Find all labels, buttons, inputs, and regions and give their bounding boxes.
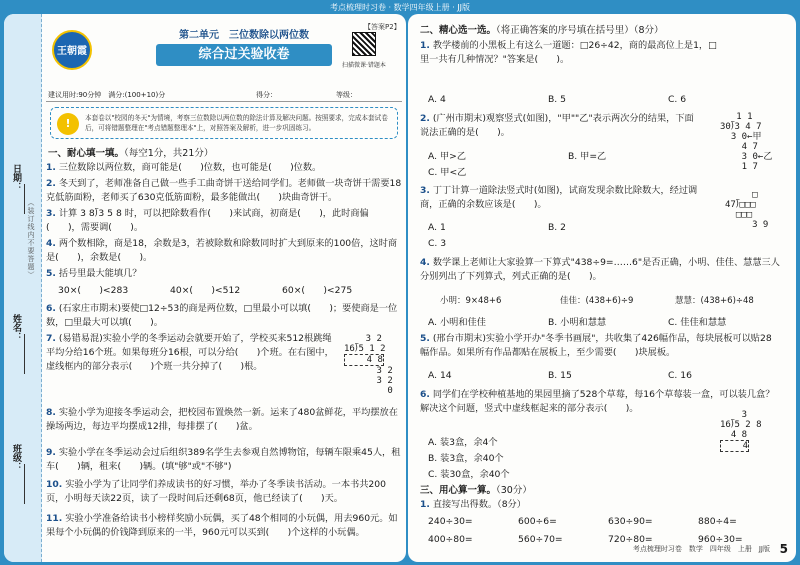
qr-code-icon[interactable] <box>352 32 376 56</box>
question-text: 两个数相除，商是18，余数是3，若被除数和除数同时扩大到原来的100倍，这时商是( )，余数是( )。 <box>46 238 398 263</box>
calc-item[interactable]: 400÷80= <box>428 534 473 545</box>
question-11 <box>46 512 402 540</box>
section-2-title <box>420 22 664 36</box>
question-8 <box>46 406 402 434</box>
calc-item[interactable]: 880÷4= <box>698 516 737 527</box>
inequality-item: 40×( )<512 <box>170 285 241 296</box>
left-page <box>4 14 406 562</box>
question-number: 7. <box>46 333 56 344</box>
section-3-heading: 三、用心算一算。 <box>420 485 497 496</box>
question-text: 数学课上老师让大家验算一下算式"438÷9=……6"是否正确，小明、佳佳、慧慧三人分别列出了下列算式，列式正确的是( )。 <box>420 257 780 282</box>
mc-options-3c <box>428 238 528 252</box>
option-a[interactable]: A. 甲>乙 <box>428 151 467 162</box>
option-b[interactable]: B. 2 <box>548 222 566 233</box>
option-a[interactable]: A. 1 <box>428 222 446 233</box>
calc-item[interactable]: 630÷90= <box>608 516 653 527</box>
formula-jiajia: 佳佳：(438+6)÷9 <box>560 296 634 306</box>
question-number: 3. <box>46 208 56 219</box>
question-number: 11. <box>46 513 63 524</box>
question-3 <box>46 207 402 235</box>
calc-item[interactable]: 240÷30= <box>428 516 473 527</box>
grade-field[interactable]: 等级： <box>336 91 357 99</box>
option-b[interactable]: B. 小明和慧慧 <box>548 317 607 328</box>
division-line: □□□ <box>725 210 753 220</box>
question-text: (石家庄市期末)要使□12÷53的商是两位数，□里最小可以填( )；要使商是一位数，□里最大可以填( )。 <box>46 303 398 328</box>
option-c[interactable]: C. 装30盒，余40个 <box>428 469 510 480</box>
division-line: 3 0←乙 <box>720 152 773 162</box>
question-number: 3. <box>420 185 430 196</box>
footer-text: 考点梳理时习卷 数学 四年级 上册 JJ版 <box>632 545 770 553</box>
mc-question-3 <box>420 184 700 212</box>
name-line <box>24 334 25 374</box>
question-5 <box>46 267 402 281</box>
exam-title: 综合过关验收卷 <box>156 44 332 66</box>
question-hint: （8分） <box>497 499 526 510</box>
exam-header <box>46 22 402 84</box>
question-number: 5. <box>46 268 56 279</box>
question-text: 实验小学准备给读书小榜样奖励小玩偶，买了48个相同的小玩偶，用去960元。如果每个小玩偶的价钱降到原来的一半，960元可以买到( )个这样的小玩偶。 <box>46 513 398 538</box>
qr-caption: 扫描微课·错题本 <box>342 62 386 69</box>
question-7 <box>46 332 336 374</box>
question-4 <box>46 237 402 265</box>
date-label: 日期： <box>11 164 21 191</box>
mc-formulas-4 <box>440 294 780 308</box>
mc-options-2a <box>428 148 708 162</box>
question-text: 计算 3 8⟌3 5 8 时，可以把除数看作( )来试商，初商是( )，此时商偏( )，需要调( )。 <box>46 208 369 233</box>
question-number: 10. <box>46 479 63 490</box>
option-c[interactable]: C. 甲<乙 <box>428 167 467 178</box>
division-line: 3 2 <box>344 366 393 376</box>
right-content <box>420 14 780 562</box>
question-10 <box>46 478 402 506</box>
division-line: 4 <box>721 441 749 451</box>
option-c[interactable]: C. 佳佳和慧慧 <box>668 317 727 328</box>
mc-options-6 <box>428 434 628 484</box>
section-3-hint: （30分） <box>496 485 532 496</box>
mc-options-5 <box>428 370 778 384</box>
calc-item[interactable]: 560÷70= <box>518 534 563 545</box>
question-number: 6. <box>420 389 430 400</box>
notice-box <box>50 107 398 139</box>
mc-options-2b <box>428 164 628 178</box>
question-text: 括号里最大能填几？ <box>58 268 142 279</box>
section-1-hint: （每空1分，共21分） <box>124 148 214 159</box>
section-3-title <box>420 482 532 496</box>
long-division-47 <box>725 190 768 230</box>
division-line: 16⟌5 1 2 <box>344 344 386 354</box>
division-line: 3 2 <box>344 376 393 386</box>
question-text: 实验小学为迎接冬季运动会，把校园布置焕然一新。运来了480盆鲜花，平均摆放在操场两边，每边平均摆成12排，每排摆了( )盆。 <box>46 407 398 432</box>
question-number: 4. <box>46 238 56 249</box>
calc-row-1 <box>428 516 778 530</box>
name-label: 姓名： <box>11 314 21 341</box>
inequality-item: 30×( )<283 <box>58 285 129 296</box>
question-text: 教学楼前的小黑板上有这么一道题：□26÷42，商的最高位上是1，□里一共有几种情况？"答案是( )。 <box>420 40 717 65</box>
long-division-512 <box>344 334 393 396</box>
question-text: 实验小学在冬季运动会过后组织389名学生去参观自然博物馆，每辆车限乘45人，租车( )辆，租来( )辆。(填"够"或"不够") <box>46 447 401 472</box>
division-line: 3 9 <box>725 220 769 230</box>
inequality-item: 60×( )<275 <box>282 285 353 296</box>
question-number: 6. <box>46 303 56 314</box>
date-line <box>24 184 25 214</box>
option-a[interactable]: A. 14 <box>428 370 452 381</box>
brand-logo: 王朝霞 <box>52 30 92 70</box>
left-content <box>46 14 402 562</box>
right-page <box>408 14 796 562</box>
question-text: (邢台市期末)实验小学开办"冬季书画展"，共收集了426幅作品，每块展板可以贴28幅作品。如果所有作品都贴在展板上，至少需要( )块展板。 <box>420 333 772 358</box>
score-field[interactable]: 得分： <box>256 91 277 99</box>
section-1-title <box>48 145 213 159</box>
question-text: (广州市期末)观察竖式(如图)，"甲""乙"表示两次分的结果，下面说法正确的是( )。 <box>420 113 694 138</box>
question-text: 丁丁计算一道除法竖式时(如图)，试商发现余数比除数大，经过调商，正确的余数应该是( )。 <box>420 185 698 210</box>
class-line <box>24 464 25 504</box>
question-6 <box>46 302 402 330</box>
notice-text: 本套卷以"校园的冬天"为情境，考察三位数除以两位数的除法计算及解决问题。按照要求，完成本套试卷后，可将错题整理在"考点错题整理本"上，对照答案及解析，进一步巩固练习。 <box>85 114 388 132</box>
question-number: 2. <box>420 113 430 124</box>
division-line: □ <box>725 190 758 200</box>
section-2-hint: （将正确答案的序号填在括号里）（8分） <box>496 25 664 36</box>
question-number: 9. <box>46 447 56 458</box>
question-text: 冬天到了，老师准备自己做一些手工曲奇饼干送给同学们。老师做一块奇饼干需要18克低筋面粉，老师买了630克低筋面粉，最多能做出( )块曲奇饼干。 <box>46 178 402 203</box>
section-1-heading: 一、耐心填一填。 <box>48 148 125 159</box>
section-2-heading: 二、精心选一选。 <box>420 25 497 36</box>
mc-question-4 <box>420 256 780 284</box>
formula-huihui: 慧慧：(438+6)÷48 <box>675 296 754 306</box>
calc-question-1 <box>420 498 776 512</box>
calc-item[interactable]: 960÷30= <box>698 534 743 545</box>
option-c[interactable]: C. 3 <box>428 238 447 249</box>
option-a[interactable]: A. 小明和佳佳 <box>428 317 486 328</box>
division-line: 1 7 <box>720 162 758 172</box>
division-line: 1 1 <box>720 112 753 122</box>
mc-question-5 <box>420 332 780 360</box>
exam-info-bar <box>46 88 402 102</box>
option-c[interactable]: C. 6 <box>668 94 687 105</box>
question-text: 三位数除以两位数，商可能是( )位数，也可能是( )位数。 <box>58 162 322 173</box>
division-line: 3 2 <box>344 334 382 344</box>
question-5-items <box>46 284 402 298</box>
division-line: 30⟌3 4 7 <box>720 122 762 132</box>
mc-options-1 <box>428 94 768 108</box>
calc-item[interactable]: 600÷6= <box>518 516 557 527</box>
division-line: 3 <box>720 410 748 420</box>
long-division-347 <box>720 112 772 172</box>
calc-item[interactable]: 720÷80= <box>608 534 653 545</box>
question-number: 5. <box>420 333 430 344</box>
question-number: 1. <box>420 499 430 510</box>
option-c[interactable]: C. 16 <box>668 370 692 381</box>
lightbulb-icon: ! <box>57 113 79 135</box>
question-text: (易错易混)实验小学的冬季运动会就要开始了，学校买来512根跳绳平均分给16个班。如果每班分16根，可以分给( )个班。在右图中，虚线框内的部分表示( )个班一共分掉了( )根。 <box>46 333 334 372</box>
formula-xiaoming: 小明：9×48+6 <box>440 296 502 306</box>
option-a[interactable]: A. 装3盒，余4个 <box>428 437 498 448</box>
question-text: 直接写出得数。 <box>432 499 498 510</box>
division-line: 47⟌□□□ <box>725 200 756 210</box>
division-line: 0 <box>344 386 393 396</box>
binding-note: （装订线内不要答题） <box>27 199 35 279</box>
mc-question-1 <box>420 39 720 67</box>
mc-question-2 <box>420 112 695 140</box>
question-number: 4. <box>420 257 430 268</box>
unit-title: 第二单元 三位数除以两位数 <box>179 30 309 41</box>
division-line: 16⟌5 2 8 <box>720 420 762 430</box>
long-division-528 <box>720 410 762 452</box>
option-b[interactable]: B. 15 <box>548 370 572 381</box>
question-number: 2. <box>46 178 56 189</box>
option-b[interactable]: B. 甲=乙 <box>568 151 607 162</box>
time-score-info: 建议用时:90分钟 满分:(100+10)分 <box>48 91 166 99</box>
mc-options-3 <box>428 222 728 236</box>
division-line: 4 8 <box>720 430 748 440</box>
division-line: 3 0←甲 <box>720 132 762 142</box>
question-9 <box>46 446 402 474</box>
mc-options-4 <box>428 314 778 328</box>
class-label: 班级： <box>11 444 21 471</box>
option-a[interactable]: A. 4 <box>428 94 446 105</box>
binding-strip <box>4 14 42 562</box>
page-number: 5 <box>779 542 788 556</box>
question-number: 1. <box>420 40 430 51</box>
question-text: 同学们在学校种植基地的果园里摘了528个草莓，每16个草莓装一盒，可以装几盒？解决这个问题，竖式中虚线框起来的部分表示( )。 <box>420 389 775 414</box>
option-b[interactable]: B. 装3盒，余40个 <box>428 453 504 464</box>
answer-tag: 【答案P2】 <box>364 23 401 31</box>
option-b[interactable]: B. 5 <box>548 94 566 105</box>
division-line: 4 8 <box>345 355 383 365</box>
question-text: 实验小学为了让同学们养成读书的好习惯，举办了冬季读书活动。一本书共200页，小明每天读22页，读了一段时间后还剩68页，他已经读了( )天。 <box>46 479 386 504</box>
top-banner: 考点梳理时习卷 · 数学四年级上册 · JJ版 <box>0 0 800 16</box>
question-number: 8. <box>46 407 56 418</box>
question-1 <box>46 161 402 175</box>
question-number: 1. <box>46 162 56 173</box>
question-2 <box>46 177 402 205</box>
division-line: 4 7 <box>720 142 758 152</box>
